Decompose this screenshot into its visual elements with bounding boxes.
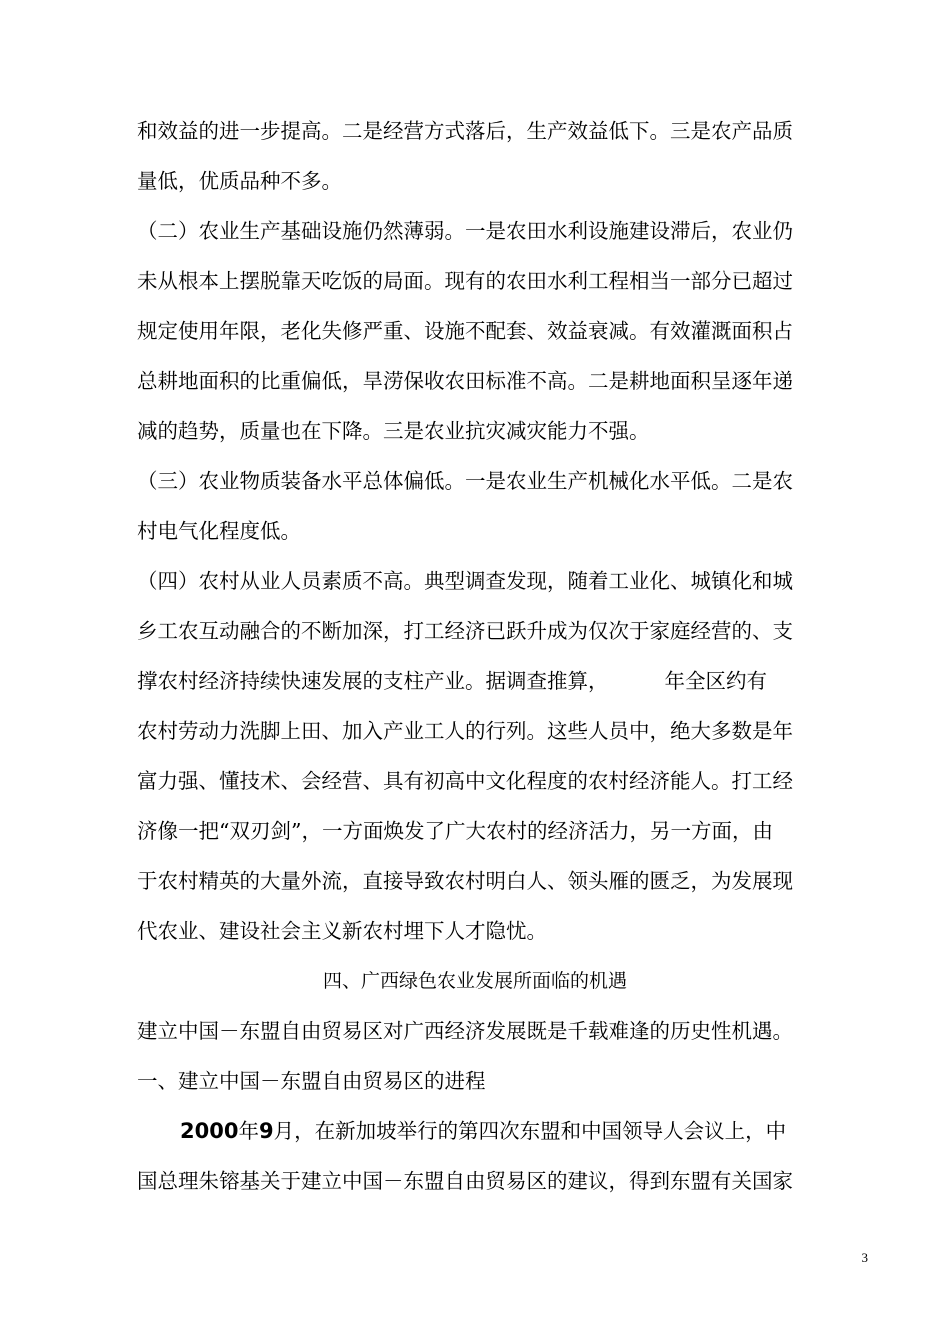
text-line: （三）农业物质装备水平总体偏低。一是农业生产机械化水平低。二是农	[137, 469, 793, 493]
text-line: 济像一把“双刃剑”，一方面焕发了广大农村的经济活力，另一方面，由	[137, 819, 773, 843]
text-line	[137, 666, 867, 696]
text-line: 减的趋势，质量也在下降。三是农业抗灾减灾能力不强。	[137, 419, 650, 443]
text-line-head: 撑农村经济持续快速发展的支柱产业。据调查推算，	[137, 669, 609, 693]
page-number: 3	[861, 1250, 868, 1265]
text-line: （二）农业生产基础设施仍然薄弱。一是农田水利设施建设滞后，农业仍	[137, 219, 793, 243]
text-line: 乡工农互动融合的不断加深，打工经济已跃升成为仅次于家庭经营的、支	[137, 619, 793, 643]
year-unit: 年	[238, 1119, 259, 1143]
text-line: 村电气化程度低。	[137, 519, 301, 543]
text-line: 代农业、建设社会主义新农村埋下人才隐忧。	[137, 919, 547, 943]
text-line: 国总理朱镕基关于建立中国－东盟自由贸易区的建议，得到东盟有关国家	[137, 1169, 793, 1193]
text-line-tail: 年全区约有	[664, 669, 767, 693]
subheading: 一、建立中国－东盟自由贸易区的进程	[137, 1069, 486, 1093]
text-line: 农村劳动力洗脚上田、加入产业工人的行列。这些人员中，绝大多数是年	[137, 719, 793, 743]
text-line-rest: 月，在新加坡举行的第四次东盟和中国领导人会议上，中	[273, 1119, 787, 1143]
year-number: 2000	[180, 1119, 239, 1143]
text-line: （四）农村从业人员素质不高。典型调查发现，随着工业化、城镇化和城	[137, 569, 793, 593]
text-line	[180, 1116, 870, 1146]
text-line: 规定使用年限，老化失修严重、设施不配套、效益衰减。有效灌溉面积占	[137, 319, 793, 343]
text-line: 量低，优质品种不多。	[137, 169, 342, 193]
text-line: 富力强、懂技术、会经营、具有初高中文化程度的农村经济能人。打工经	[137, 769, 793, 793]
text-line: 未从根本上摆脱靠天吃饭的局面。现有的农田水利工程相当一部分已超过	[137, 269, 793, 293]
section-heading: 四、广西绿色农业发展所面临的机遇	[322, 970, 627, 992]
intro-line: 建立中国－东盟自由贸易区对广西经济发展既是千载难逢的历史性机遇。	[137, 1019, 793, 1043]
text-line: 和效益的进一步提高。二是经营方式落后，生产效益低下。三是农产品质	[137, 119, 793, 143]
text-line: 于农村精英的大量外流，直接导致农村明白人、领头雁的匮乏，为发展现	[137, 869, 793, 893]
text-line: 总耕地面积的比重偏低，旱涝保收农田标准不高。二是耕地面积呈逐年递	[137, 369, 793, 393]
month-number: 9	[258, 1119, 274, 1143]
